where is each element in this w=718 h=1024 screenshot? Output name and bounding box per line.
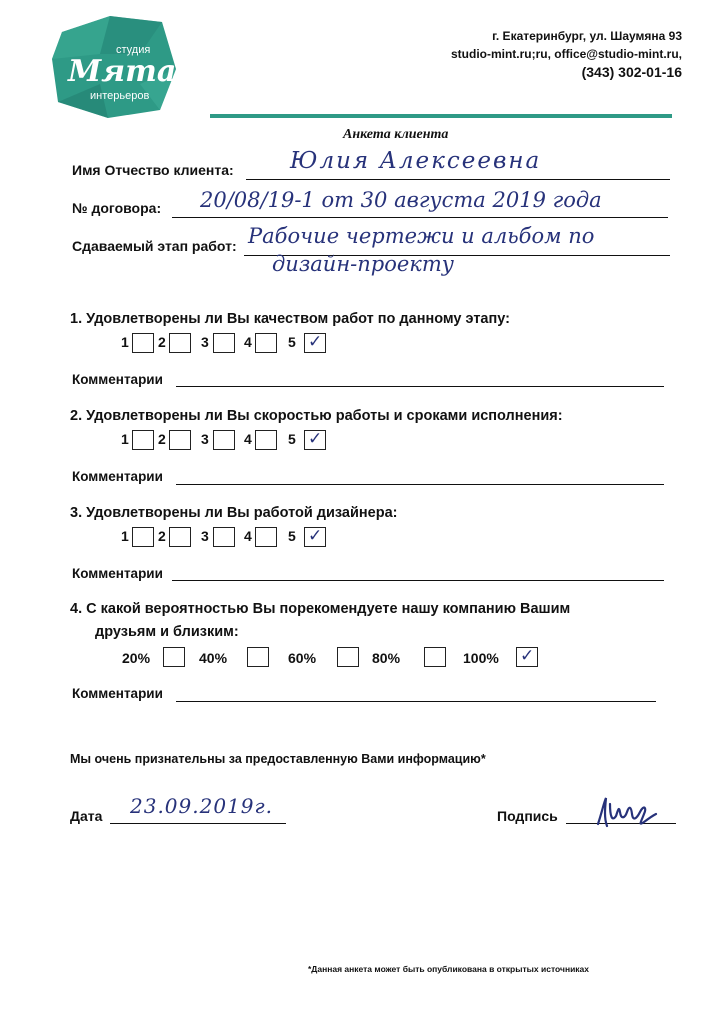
q4-option-60: 60% — [288, 650, 317, 666]
q2-option-4: 4 — [244, 431, 252, 447]
q2-option-2: 2 — [158, 431, 166, 447]
logo-brand-top: студия — [116, 44, 151, 56]
q1-checkbox-5[interactable] — [304, 333, 326, 353]
q3-checkbox-4[interactable] — [255, 527, 277, 547]
q4-checkbox-40[interactable] — [247, 647, 269, 667]
q1-option-5: 5 — [288, 334, 296, 350]
form-title: Анкета клиента — [343, 127, 449, 142]
contract-line — [172, 217, 668, 218]
q4-comment-field[interactable] — [176, 701, 656, 702]
q1-option-1: 1 — [121, 334, 129, 350]
contact-web-email: studio-mint.ru;ru, office@studio-mint.ru, — [450, 47, 682, 61]
contract-label: № договора: — [72, 200, 162, 216]
q2-option-1: 1 — [121, 431, 129, 447]
q3-option-3: 3 — [201, 528, 209, 544]
q2-checkbox-3[interactable] — [213, 430, 235, 450]
q3-comment-label: Комментарии — [72, 566, 163, 581]
q2-checkbox-4[interactable] — [255, 430, 277, 450]
q2-checkbox-5[interactable] — [304, 430, 326, 450]
q1-comment-field[interactable] — [176, 386, 664, 387]
q4-option-40: 40% — [199, 650, 228, 666]
name-value: Юлия Алексеевна — [290, 148, 542, 174]
q1-check-mark-icon: ✓ — [308, 332, 323, 352]
q1-checkbox-2[interactable] — [169, 333, 191, 353]
q2-comment-field[interactable] — [176, 484, 664, 485]
q2-option-5: 5 — [288, 431, 296, 447]
q4-option-100: 100% — [463, 650, 499, 666]
q3-option-2: 2 — [158, 528, 166, 544]
question-2: 2. Удовлетворены ли Вы скоростью работы и сроками исполнения: — [70, 408, 563, 424]
name-line — [246, 179, 670, 180]
q3-checkbox-3[interactable] — [213, 527, 235, 547]
q2-check-mark-icon: ✓ — [308, 429, 323, 449]
q3-option-4: 4 — [244, 528, 252, 544]
q4-checkbox-60[interactable] — [337, 647, 359, 667]
q3-option-5: 5 — [288, 528, 296, 544]
footnote: *Данная анкета может быть опубликована в открытых источниках — [308, 964, 590, 974]
q3-comment-field[interactable] — [172, 580, 664, 581]
q1-option-3: 3 — [201, 334, 209, 350]
date-label: Дата — [70, 808, 103, 824]
thanks-text: Мы очень признательны за предоставленную Вами информацию* — [70, 752, 486, 766]
stage-value-line2: дизайн-проекту — [272, 252, 454, 276]
q3-option-1: 1 — [121, 528, 129, 544]
contract-value: 20/08/19-1 от 30 августа 2019 года — [200, 188, 602, 212]
q4-option-20: 20% — [122, 650, 151, 666]
q1-option-2: 2 — [158, 334, 166, 350]
question-3: 3. Удовлетворены ли Вы работой дизайнера: — [70, 505, 398, 521]
stage-label: Сдаваемый этап работ: — [72, 238, 237, 254]
q4-checkbox-80[interactable] — [424, 647, 446, 667]
q2-option-3: 3 — [201, 431, 209, 447]
q4-comment-label: Комментарии — [72, 686, 163, 701]
date-value: 23.09.2019г. — [130, 794, 273, 818]
contact-phone: (343) 302-01-16 — [581, 64, 682, 80]
q2-checkbox-1[interactable] — [132, 430, 154, 450]
logo-brand-main: Мята — [68, 54, 177, 89]
stage-value-line1: Рабочие чертежи и альбом по — [248, 224, 595, 248]
name-label: Имя Отчество клиента: — [72, 162, 234, 178]
q3-checkbox-5[interactable] — [304, 527, 326, 547]
question-4-line2: друзьям и близким: — [95, 624, 239, 640]
q4-checkbox-100[interactable] — [516, 647, 538, 667]
q1-option-4: 4 — [244, 334, 252, 350]
q1-checkbox-1[interactable] — [132, 333, 154, 353]
q1-comment-label: Комментарии — [72, 372, 163, 387]
logo-brand-bottom: интерьеров — [90, 90, 150, 102]
q3-check-mark-icon: ✓ — [308, 526, 323, 546]
q4-checkbox-20[interactable] — [163, 647, 185, 667]
q2-comment-label: Комментарии — [72, 469, 163, 484]
q4-check-mark-icon: ✓ — [520, 646, 535, 666]
logo — [50, 14, 180, 119]
q1-checkbox-4[interactable] — [255, 333, 277, 353]
q2-checkbox-2[interactable] — [169, 430, 191, 450]
q3-checkbox-1[interactable] — [132, 527, 154, 547]
header-rule — [210, 114, 672, 118]
date-line — [110, 823, 286, 824]
question-4-line1: 4. С какой вероятностью Вы порекомендуете нашу компанию Вашим — [70, 601, 571, 617]
question-1: 1. Удовлетворены ли Вы качеством работ по данному этапу: — [70, 311, 510, 327]
q3-checkbox-2[interactable] — [169, 527, 191, 547]
signature-label: Подпись — [497, 808, 558, 824]
signature-mark — [592, 792, 662, 832]
q1-checkbox-3[interactable] — [213, 333, 235, 353]
contact-address: г. Екатеринбург, ул. Шаумяна 93 — [492, 29, 682, 43]
q4-option-80: 80% — [372, 650, 401, 666]
